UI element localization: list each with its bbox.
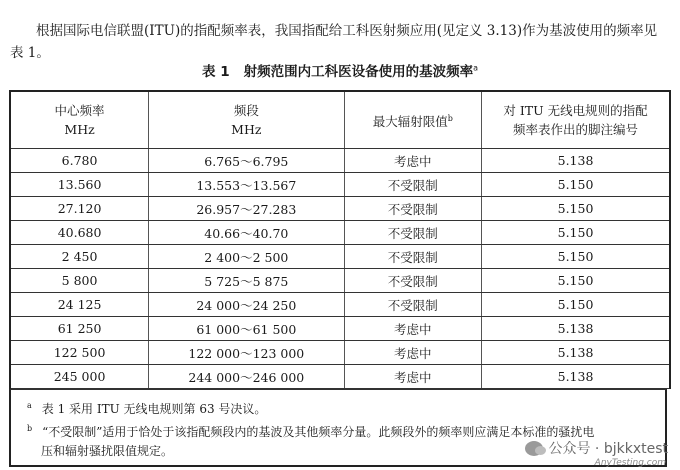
- note-b-line2: 压和辐射骚扰限值规定。: [41, 444, 174, 458]
- cell-band: 26.957～27.283: [149, 197, 344, 221]
- cell-limit: 考虑中: [344, 341, 482, 365]
- header-foot-line1: 对 ITU 无线电规则的指配: [503, 103, 648, 118]
- watermark-site: AnyTesting.com: [594, 458, 666, 468]
- cell-center-frequency: 2 450: [10, 245, 149, 269]
- cell-band: 40.66～40.70: [149, 221, 344, 245]
- cell-footnote: 5.138: [482, 365, 670, 389]
- caption-footnote-mark: a: [473, 63, 478, 73]
- table-row: [10, 149, 670, 173]
- header-band-label: 频段: [233, 103, 259, 118]
- cell-limit: 不受限制: [344, 269, 482, 293]
- header-itu-footnote: [482, 91, 670, 149]
- table-row: [10, 269, 670, 293]
- cell-center-frequency: 6.780: [10, 149, 149, 173]
- cell-limit: 不受限制: [344, 245, 482, 269]
- cell-band: 2 400～2 500: [149, 245, 344, 269]
- cell-footnote: 5.138: [482, 341, 670, 365]
- cell-footnote: 5.150: [482, 173, 670, 197]
- table-caption: [0, 60, 680, 80]
- table-number: 表 1: [202, 64, 230, 80]
- table-title: 射频范围内工科医设备使用的基波频率: [243, 64, 474, 80]
- note-a: [27, 396, 655, 419]
- cell-center-frequency: 5 800: [10, 269, 149, 293]
- cell-footnote: 5.150: [482, 293, 670, 317]
- cell-footnote: 5.150: [482, 197, 670, 221]
- note-a-text: 表 1 采用 ITU 无线电规则第 63 号决议。: [41, 402, 267, 416]
- watermark-text: 公众号 · bjkkxtest: [548, 441, 668, 457]
- cell-center-frequency: 24 125: [10, 293, 149, 317]
- cell-center-frequency: 27.120: [10, 197, 149, 221]
- header-band: [149, 91, 344, 149]
- table-row: [10, 341, 670, 365]
- table-row: [10, 173, 670, 197]
- cell-band: 5 725～5 875: [149, 269, 344, 293]
- header-foot-line2: 频率表作出的脚注编号: [513, 122, 639, 137]
- header-center-label: 中心频率: [54, 103, 105, 118]
- cell-limit: 考虑中: [344, 365, 482, 389]
- cell-band: 24 000～24 250: [149, 293, 344, 317]
- cell-footnote: 5.138: [482, 149, 670, 173]
- cell-center-frequency: 40.680: [10, 221, 149, 245]
- note-a-mark: a: [27, 401, 32, 410]
- header-band-unit: MHz: [231, 122, 262, 137]
- cell-band: 244 000～246 000: [149, 365, 344, 389]
- cell-limit: 考虑中: [344, 149, 482, 173]
- cell-center-frequency: 122 500: [10, 341, 149, 365]
- cell-center-frequency: 61 250: [10, 317, 149, 341]
- wechat-icon: [525, 441, 543, 456]
- table-row: [10, 317, 670, 341]
- header-center-unit: MHz: [64, 122, 95, 137]
- cell-band: 13.553～13.567: [149, 173, 344, 197]
- cell-center-frequency: 245 000: [10, 365, 149, 389]
- cell-band: 61 000～61 500: [149, 317, 344, 341]
- header-limit-label: 最大辐射限值: [372, 114, 448, 130]
- cell-footnote: 5.150: [482, 245, 670, 269]
- table-row: [10, 245, 670, 269]
- intro-paragraph: 根据国际电信联盟(ITU)的指配频率表，我国指配给工科医射频应用(见定义 3.13)作为基波使用的频率见表 1。: [10, 22, 658, 61]
- cell-band: 6.765～6.795: [149, 149, 344, 173]
- cell-center-frequency: 13.560: [10, 173, 149, 197]
- note-b-line1: “不受限制”适用于恰处于该指配频段内的基波及其他频率分量。此频段外的频率则应满足本标准的骚扰电: [42, 425, 595, 439]
- cell-band: 122 000～123 000: [149, 341, 344, 365]
- cell-footnote: 5.150: [482, 221, 670, 245]
- frequency-table: [9, 90, 671, 389]
- note-b-mark: b: [27, 424, 33, 433]
- table-header-row: [10, 91, 670, 149]
- cell-footnote: 5.138: [482, 317, 670, 341]
- table-row: [10, 197, 670, 221]
- header-center-frequency: [10, 91, 149, 149]
- watermark: [525, 438, 668, 458]
- cell-limit: 不受限制: [344, 197, 482, 221]
- cell-limit: 不受限制: [344, 221, 482, 245]
- header-radiation-limit: [344, 91, 482, 149]
- cell-footnote: 5.150: [482, 269, 670, 293]
- cell-limit: 考虑中: [344, 317, 482, 341]
- table-row: [10, 365, 670, 389]
- table-row: [10, 221, 670, 245]
- cell-limit: 不受限制: [344, 173, 482, 197]
- header-limit-footnote-mark: b: [447, 113, 453, 123]
- table-row: [10, 293, 670, 317]
- cell-limit: 不受限制: [344, 293, 482, 317]
